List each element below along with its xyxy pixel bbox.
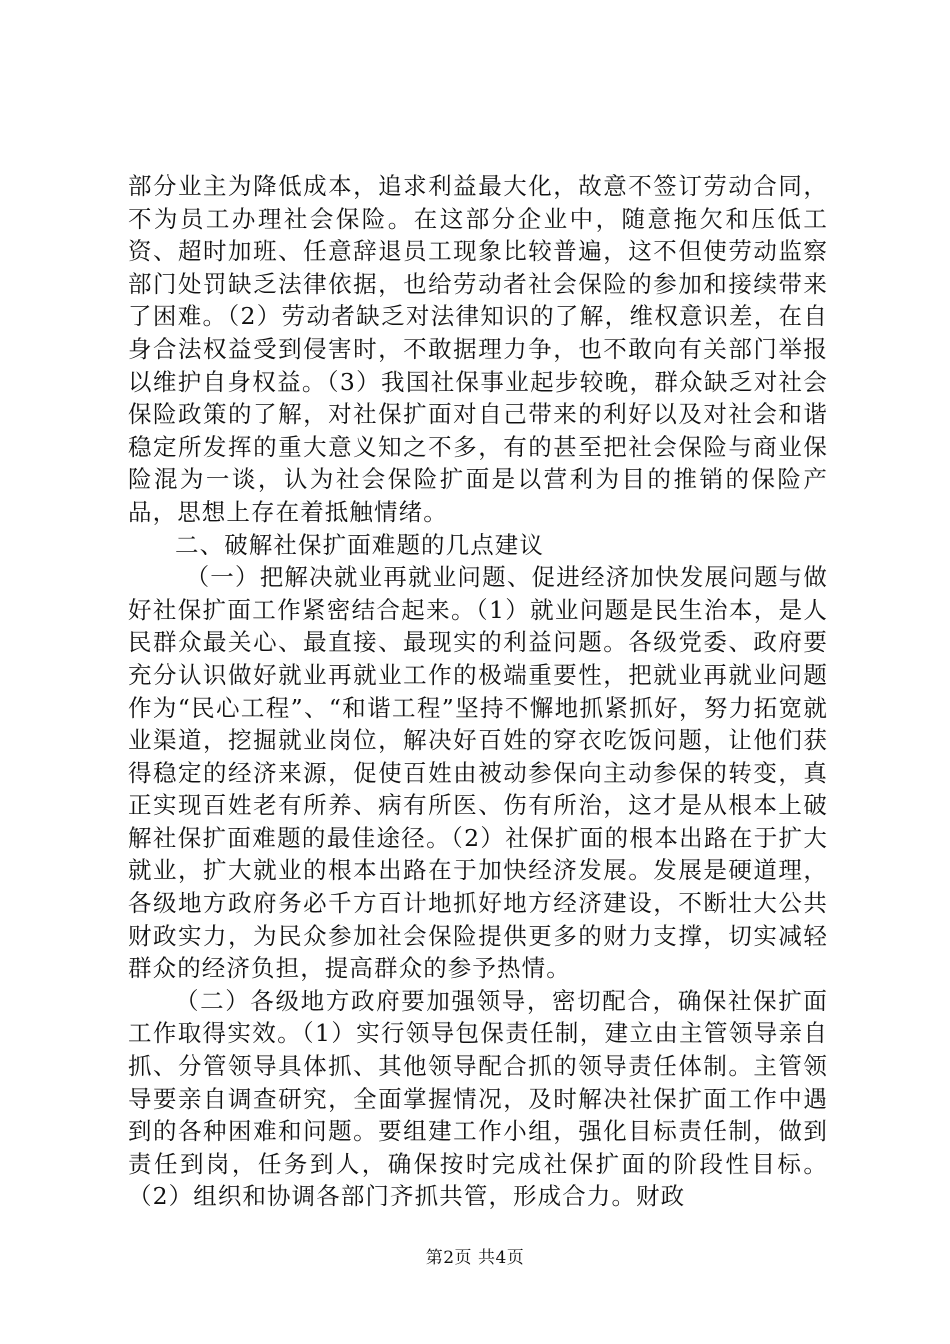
paragraph-suggestion-1: （一）把解决就业再就业问题、促进经济加快发展问题与做好社保扩面工作紧密结合起来。（1）就业问题是民生治本，是人民群众最关心、最直接、最现实的利益问题。各级党委、政府要充分认识做好就业再就业工作的极端重要性，把就业再就业问题作为“民心工程”、“和谐工程”坚持不懈地抓紧抓好，努力拓宽就业渠道，挖掘就业岗位，解决好百姓的穿衣吃饭问题，让他们获得稳定的经济来源，促使百姓由被动参保向主动参保的转变，真正实现百姓老有所养、病有所医、伤有所治，这才是从根本上破解社保扩面难题的最佳途径。（2）社保扩面的根本出路在于扩大就业，扩大就业的根本出路在于加快经济发展。发展是硬道理，各级地方政府务必千方百计地抓好地方经济建设，不断壮大公共财政实力，为民众参加社会保险提供更多的财力支撑，切实减轻群众的经济负担，提高群众的参予热情。 <box>128 563 828 983</box>
body-text <box>128 170 828 1213</box>
section-heading: 二、破解社保扩面难题的几点建议 <box>175 530 544 559</box>
paragraph-continuation: 部分业主为降低成本，追求利益最大化，故意不签订劳动合同，不为员工办理社会保险。在这部分企业中，随意拖欠和压低工资、超时加班、任意辞退员工现象比较普遍，这不但使劳动监察部门处罚缺乏法律依据，也给劳动者社会保险的参加和接续带来了困难。（2）劳动者缺乏对法律知识的了解，维权意识差，在自身合法权益受到侵害时，不敢据理力争，也不敢向有关部门举报以维护自身权益。（3）我国社保事业起步较晚，群众缺乏对社会保险政策的了解，对社保扩面对自己带来的利好以及对社会和谐稳定所发挥的重大意义知之不多，有的甚至把社会保险与商业保险混为一谈，认为社会保险扩面是以营利为目的推销的保险产品，思想上存在着抵触情绪。 <box>128 172 828 526</box>
page-footer: 第2页 共4页 <box>425 1248 525 1268</box>
paragraph-suggestion-2: （二）各级地方政府要加强领导，密切配合，确保社保扩面工作取得实效。（1）实行领导包保责任制，建立由主管领导亲自抓、分管领导具体抓、其他领导配合抓的领导责任体制。主管领导要亲自调查研究，全面掌握情况，及时解决社保扩面工作中遇到的各种困难和问题。要组建工作小组，强化目标责任制，做到责任到岗，任务到人，确保按时完成社保扩面的阶段性目标。（2）组织和协调各部门齐抓共管，形成合力。财政 <box>128 986 828 1211</box>
